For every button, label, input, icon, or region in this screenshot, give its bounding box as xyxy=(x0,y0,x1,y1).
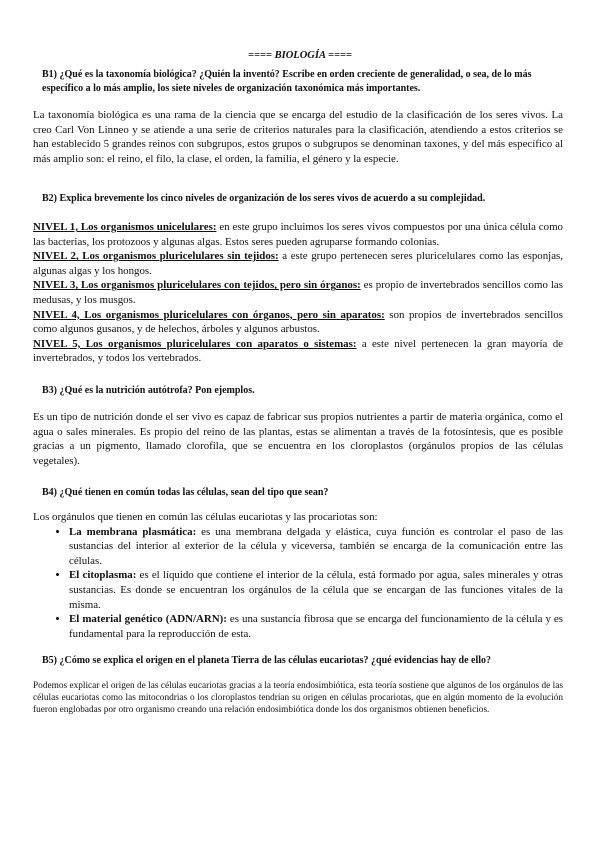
level-text: es propio de invertebrados sencillos como las medusas, y los musgos. xyxy=(33,279,563,306)
level-text: a este nivel pertenecen la gran mayoría de invertebrados, y todos los vertebrados. xyxy=(33,337,563,365)
organelle-label: El citoplasma: xyxy=(69,569,137,582)
answer-b4 xyxy=(33,510,563,641)
organelle-item-cytoplasm xyxy=(69,568,563,612)
answer-b1: La taxonomía biológica es una rama de la ciencia que se encarga del estudio de la clasificación de los seres vivos. La creo Carl Von Linneo y se atiende a una serie de criterios naturales para la clasificación, atendiendo a estos criterios se han establecido 5 grandes reinos con subgrupos, estos grupos o subgrupos se denominan taxones, y del más específico al más amplio son: el reino, el filo, la clase, el orden, la familia, el género y la especie. xyxy=(33,109,563,165)
question-b3: B3) ¿Qué es la nutrición autótrofa? Pon ejemplos. xyxy=(42,385,255,396)
answer-b3: Es un tipo de nutrición donde el ser vivo es capaz de fabricar sus propios nutrientes a partir de materia orgánica, como el agua o sales minerales. Es propio del reino de las plantas, estas se alimentan a través de la fotosíntesis, que es posible gracias a un pigmento, llamado clorofila, que se encuentra en los cloroplastos (orgánulos propios de las células vegetales). xyxy=(33,411,563,467)
organelle-text: es una sustancia fibrosa que se encarga del funcionamiento de la célula y es fundamental para la reproducción de esta. xyxy=(69,613,563,640)
levels-list xyxy=(33,220,563,366)
organelle-list xyxy=(33,525,563,642)
level-label: NIVEL 2, Los organismos pluricelulares sin tejidos: xyxy=(33,250,279,263)
level-text: son propios de invertebrados sencillos como algunos gusanos, y de helechos, árboles y algunos arbustos. xyxy=(33,308,563,336)
organelle-item-genetic-material xyxy=(69,612,563,641)
level-item-4 xyxy=(33,308,563,337)
level-item-5 xyxy=(33,337,563,366)
question-b1: B1) ¿Qué es la taxonomía biológica? ¿Quién la inventó? Escribe en orden creciente de generalidad, o sea, de lo más específico a lo más amplio, los siete niveles de organización taxonómica más importantes. xyxy=(42,69,532,94)
organelle-label: El material genético (ADN/ARN): xyxy=(69,613,227,626)
level-text: en este grupo incluimos los seres vivos compuestos por una única célula como las bacterias, los protozoos y algunas algas. Estos seres pueden agruparse formando colonias. xyxy=(33,221,563,248)
level-label: NIVEL 4, Los organismos pluricelulares con órganos, pero sin aparatos: xyxy=(33,308,385,321)
question-b4: B4) ¿Qué tienen en común todas las células, sean del tipo que sean? xyxy=(42,487,329,498)
answer-b5: Podemos explicar el origen de las células eucariotas gracias a la teoría endosimbiótica, esta teoría sostiene que algunos de los orgánulos de las células eucariotas como las mitocondrias o los cloroplastos tendrían su origen en células procariotas, que en algún momento de la evolución fueron englobadas por otro organismo creando una relación endosimbiótica donde los dos organismos obtienen beneficios. xyxy=(33,681,563,715)
organelle-label: La membrana plasmática: xyxy=(69,525,197,538)
question-b5: B5) ¿Cómo se explica el origen en el planeta Tierra de las células eucariotas? ¿qué evidencias hay de ello? xyxy=(42,655,492,666)
organelle-text: es una membrana delgada y elástica, cuya función es controlar el paso de las sustancias del interior al exterior de la célula y viceversa, también se encarga de la comunicación entre las células. xyxy=(69,525,563,567)
level-item-3 xyxy=(33,278,563,307)
level-item-1 xyxy=(33,220,563,249)
level-item-2 xyxy=(33,249,563,278)
organelle-item-membrane xyxy=(69,525,563,569)
question-b2: B2) Explica brevemente los cinco niveles de organización de los seres vivos de acuerdo a su complejidad. xyxy=(42,193,486,204)
page-title: ==== BIOLOGÍA ==== xyxy=(248,50,352,61)
organelle-text: es el líquido que contiene el interior de la célula, está formado por agua, sales minerales y otras sustancias. Es donde se encuentran los orgánulos de la célula que se encargan de las funciones vitales de la misma. xyxy=(69,569,563,611)
level-label: NIVEL 1, Los organismos unicelulares: xyxy=(33,221,217,233)
answer-b4-intro: Los orgánulos que tienen en común las células eucariotas y las procariotas son: xyxy=(33,511,378,523)
level-text: a este grupo pertenecen seres pluricelulares como las esponjas, algunas algas y los hongos. xyxy=(33,250,563,277)
level-label: NIVEL 5, Los organismos pluricelulares con aparatos o sistemas: xyxy=(33,337,357,350)
level-label: NIVEL 3, Los organismos pluricelulares con tejidos, pero sin órganos: xyxy=(33,279,361,292)
